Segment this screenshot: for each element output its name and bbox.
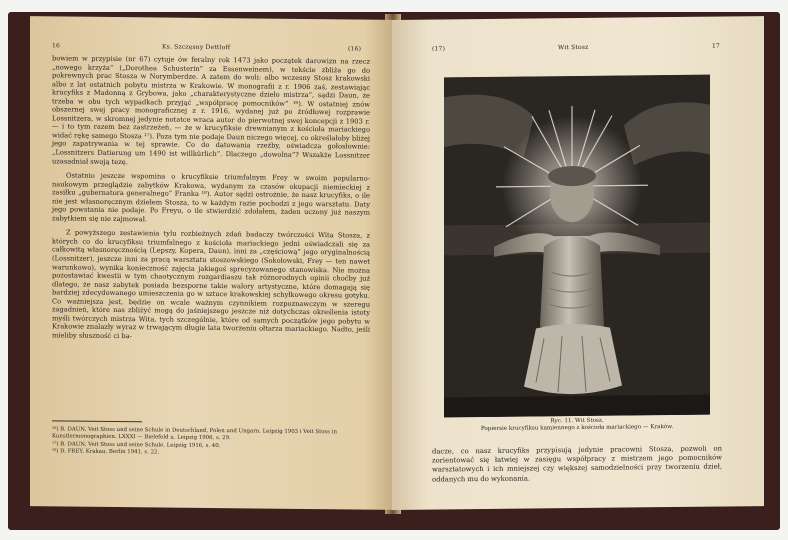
left-body-text — [52, 54, 370, 343]
left-bracket-number: (16) — [348, 45, 362, 53]
paragraph: Z powyższego zestawienia tylu rozbieżnych zdań badaczy twórczości Wita Stosza, z których co do krucyfiksu triumfalnego z kościoła mariackiego jedni oświadczali się za całkowitą własnoręcznością (Lepszy, Kopera, Daun), inni za „częściową” jego oryginalnością (Lossnitzer), jeszcze inni za pracą warsztatu stoszowskiego (Sokołowski, Frey — ten nawet warunkowo), wynika konieczność zajęcia jakiegoś sprecyzowanego stanowiska. Nie można pozostawiać kwestii w tym chaotycznym rozgardiaszu tak różnorodnych opinii choćby już dlatego, że nasz zabytek posiada bezsporne takie walory artystyczne, które domagają się bardziej zdecydowanego umieszczenia go w sztuce krakowskiej schyłkowego okresu gotyku. Co ważniejsza jest, będzie on wcale ważnym czynnikiem rozpoznawczym w szeregu zagadnień, które nas zbliżyć mogą do jaśniejszego jeszcze niż dotychczas określenia istoty myśli twórczych mistrza Wita, tych szczególnie, które od samych początków jego pobytu w Krakowie znalazły wyraz w trwającym długie lata tworzeniu ołtarza mariackiego. Nadto, jeśli mieliby słuszność ci ba- — [52, 228, 370, 341]
figure-caption — [432, 416, 722, 433]
footnote-rule — [52, 420, 142, 422]
paragraph: Ostatnio jeszcze wspomina o krucyfiksie triumfalnym Frey w swoim popularno-naukowym przeglądzie zabytków Krakowa, wydanym za czasów okupacji niemieckiej z zasiłku „gubernatora generalnego” Franka ¹⁸). Autor sądzi ostrożnie, że nasz krucyfiks, o ile nie jest własnoręcznym dziełem Stosza, to w każdym razie pochodzi z jego warsztatu. Daty jego powstania nie podaje. Po Freyu, o ile stwierdzić zdołałem, żaden uczony już naszym zabytkiem się nie zajmował. — [52, 171, 370, 224]
right-bracket-number: (17) — [432, 45, 446, 53]
left-page-number: 16 — [52, 42, 61, 50]
right-running-head: Wit Stosz — [558, 43, 589, 52]
left-running-head: Ks. Szczęsny Dettloff — [162, 43, 231, 52]
left-page — [30, 16, 394, 510]
caption-description: Popiersie krucyfiksu kamiennego z kościoła mariackiego — Kraków. — [480, 424, 674, 433]
footnotes — [52, 426, 370, 459]
right-body-text: dacze, co nasz krucyfiks przypisują jedynie pracowni Stosza, pozwoli on zorientować się łatwiej w zasięgu współpracy z mistrzem jego pomocników warsztatowych i ich mniejszej czy większej samodzielności przy tworzeniu dzieł, oddanych mu do wykonania. — [432, 444, 722, 484]
crucifix-image — [444, 75, 710, 418]
right-page-number: 17 — [712, 42, 721, 50]
crucifix-photograph — [444, 75, 710, 418]
paragraph: bowiem w przypisie (nr 67) cytuje ów feralny rok 1473 jako początek darowizn na rzecz „nowego krzyża” („Dorothea Schusterin” za Essenweinem), w tekście zbliża go do pokrewnych prac Stosza w Norymberdze. A zatem do woli: albo wczesny Stosz krakowski albo z lat ostatnich pobytu mistrza w Krakowie. W monografii z r. 1906 zaś, zestawiając krucyfiks z Madonną z Grybowa, jako „charakterystyczne dzieło mistrza”, sądzi Daun, że trzeba w obu tych wypadkach przyjąć „współpracę pomocników” ¹⁶). W ostatniej znów obszernej swej pracy monograficznej z r. 1916, wydanej już po źródłowej rozprawie Lossnitzera, w skromnej jedynie notatce wraca autor do pierwotnej swej koncepcji z 1903 r. — i to tym razem bez zastrzeżeń, — że w krucyfiksie drewnianym z kościoła mariackiego widać rękę samego Stosza ¹⁷). Poza tym nie podaje Daun niczego więcej, co określałoby bliżej jego zapatrywania w tej sprawie. Co do datowania rzeźby, oświadcza gołosłownie: „Lossnitzers Datierung um 1490 ist willkürlich”. Dlaczego „dowolna”? Wszakże Lossnitzer uzasadniał swoją tezę. — [52, 54, 370, 166]
footnote: ¹⁸) D. FREY, Krakau, Berlin 1941, s. 22. — [52, 448, 160, 456]
footnote: ¹⁷) B. DAUN, Veit Stoss und seine Schule. Leipzig 1916, s. 40. — [52, 440, 221, 449]
footnote: ¹⁶) B. DAUN, Veit Stoss und seine Schule in Deutschland, Polen und Ungarn. Leipzig 1903 i Veit Stoss in Kunstlermonographien. LXXXI — Bielefeld u. Leipzig 1906, s. 29. — [52, 426, 337, 442]
right-page — [392, 16, 764, 510]
caption-figure-number: Ryc. 11. Wit Stosz. — [550, 417, 604, 425]
